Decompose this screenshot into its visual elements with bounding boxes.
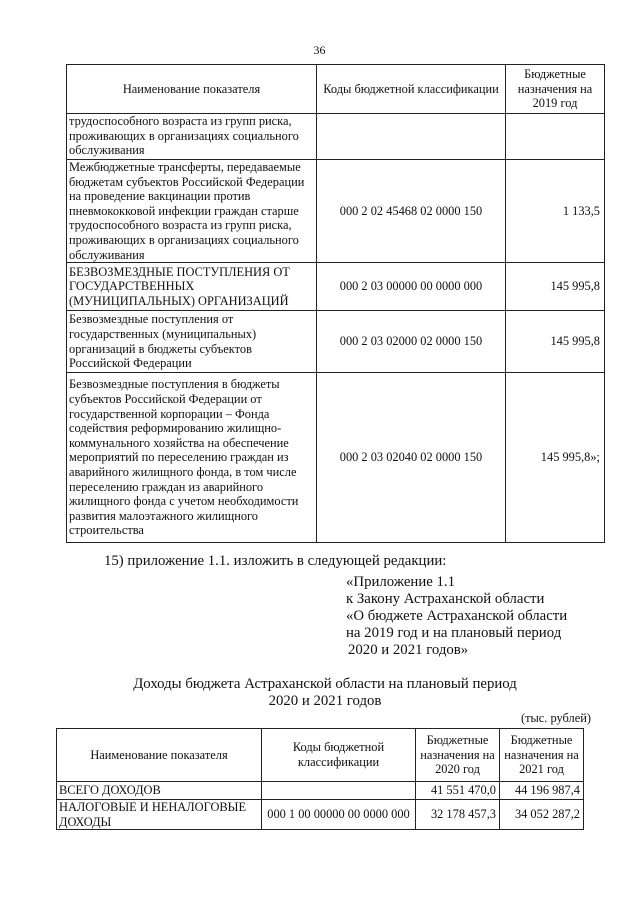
- income-table-2019: [66, 64, 605, 543]
- table-row: [57, 782, 584, 800]
- row-name: Межбюджетные трансферты, передаваемые бюджетам субъектов Российской Федерации на проведение вакцинации против пневмококковой инфекции граждан старше трудоспособного возраста из групп риска, проживающих в организациях социального обслуживания: [67, 160, 317, 263]
- page-number: 36: [313, 43, 326, 57]
- row-value: [506, 114, 605, 160]
- table-header-row: [67, 65, 605, 114]
- table-row: [67, 114, 605, 160]
- row-value-2021: 44 196 987,4: [500, 782, 584, 800]
- column-header-2020: Бюджетные назначения на 2020 год: [416, 729, 500, 782]
- row-code: 000 2 03 02040 02 0000 150: [317, 373, 506, 543]
- row-name: Безвозмездные поступления в бюджеты субъектов Российской Федерации от государственной корпорации – Фонда содействия реформированию жилищно-коммунального хозяйства на обеспечение мероприятий по переселению граждан из аварийного жилищного фонда, в том числе переселению граждан из аварийного жилищного фонда с учетом необходимости развития малоэтажного жилищного строительства: [67, 373, 317, 543]
- row-name: трудоспособного возраста из групп риска, проживающих в организациях социального обслуживания: [67, 114, 317, 160]
- annex-line: 2020 и 2021 годов»: [348, 642, 469, 658]
- column-header-name: Наименование показателя: [67, 65, 317, 114]
- title-line: 2020 и 2021 годов: [268, 693, 382, 709]
- row-code: 000 1 00 00000 00 0000 000: [262, 800, 416, 830]
- table-row: [67, 373, 605, 543]
- row-value-2020: 41 551 470,0: [416, 782, 500, 800]
- row-value-2021: 34 052 287,2: [500, 800, 584, 830]
- row-name: НАЛОГОВЫЕ И НЕНАЛОГОВЫЕ ДОХОДЫ: [57, 800, 262, 830]
- annex-header: [346, 574, 567, 659]
- row-name: Безвозмездные поступления от государственных (муниципальных) организаций в бюджеты субъектов Российской Федерации: [67, 311, 317, 373]
- table-row: [67, 311, 605, 373]
- table-row: [67, 263, 605, 311]
- annex-line: к Закону Астраханской области: [346, 591, 545, 607]
- table-row: [67, 160, 605, 263]
- row-value: 145 995,8: [506, 311, 605, 373]
- row-code: 000 2 03 00000 00 0000 000: [317, 263, 506, 311]
- amendment-text: 15) приложение 1.1. изложить в следующей редакции:: [104, 553, 447, 569]
- table-header-row: [57, 729, 584, 782]
- row-code: [262, 782, 416, 800]
- row-code: 000 2 03 02000 02 0000 150: [317, 311, 506, 373]
- column-header-2021: Бюджетные назначения на 2021 год: [500, 729, 584, 782]
- row-name: БЕЗВОЗМЕЗДНЫЕ ПОСТУПЛЕНИЯ ОТ ГОСУДАРСТВЕННЫХ (МУНИЦИПАЛЬНЫХ) ОРГАНИЗАЦИЙ: [67, 263, 317, 311]
- column-header-name: Наименование показателя: [57, 729, 262, 782]
- row-code: [317, 114, 506, 160]
- title-line: Доходы бюджета Астраханской области на плановый период: [133, 676, 517, 692]
- row-value: 145 995,8»;: [506, 373, 605, 543]
- column-header-2019: Бюджетные назначения на 2019 год: [506, 65, 605, 114]
- annex-line: «Приложение 1.1: [346, 574, 456, 590]
- income-table-2020-2021: [56, 728, 584, 830]
- row-value-2020: 32 178 457,3: [416, 800, 500, 830]
- column-header-codes: Коды бюджетной классификации: [262, 729, 416, 782]
- table-row: [57, 800, 584, 830]
- units-label: (тыс. рублей): [520, 711, 591, 725]
- row-name: ВСЕГО ДОХОДОВ: [57, 782, 262, 800]
- row-value: 1 133,5: [506, 160, 605, 263]
- row-code: 000 2 02 45468 02 0000 150: [317, 160, 506, 263]
- column-header-codes: Коды бюджетной классификации: [317, 65, 506, 114]
- document-title: [60, 676, 590, 710]
- annex-line: «О бюджете Астраханской области: [346, 608, 568, 624]
- annex-line: на 2019 год и на плановый период: [346, 625, 562, 641]
- row-value: 145 995,8: [506, 263, 605, 311]
